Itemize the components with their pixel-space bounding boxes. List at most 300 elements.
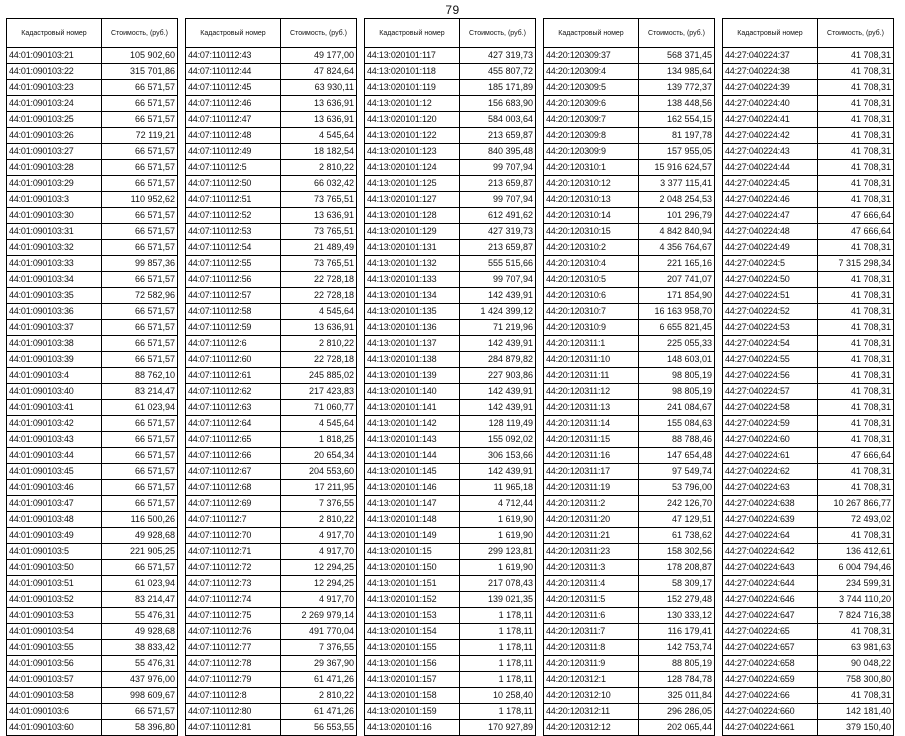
table-row	[365, 144, 536, 160]
table-row	[723, 208, 894, 224]
cadastral-number-cell: 44:07:110112:5	[186, 160, 281, 176]
cadastral-number-cell: 44:07:110112:77	[186, 640, 281, 656]
table-row	[544, 80, 715, 96]
table-row	[544, 272, 715, 288]
cost-cell: 88 805,19	[639, 656, 715, 672]
cost-cell: 2 810,22	[281, 512, 357, 528]
table-row	[7, 704, 178, 720]
cost-cell: 22 728,18	[281, 272, 357, 288]
cost-cell: 134 985,64	[639, 64, 715, 80]
cadastral-number-cell: 44:01:090103:44	[7, 448, 102, 464]
table-row	[7, 480, 178, 496]
cadastral-number-cell: 44:27:040224:52	[723, 304, 818, 320]
table-row	[544, 432, 715, 448]
cadastral-number-cell: 44:27:040224:657	[723, 640, 818, 656]
cadastral-number-cell: 44:13:020101:143	[365, 432, 460, 448]
table-row	[186, 688, 357, 704]
table-row	[186, 416, 357, 432]
cost-cell: 4 356 764,67	[639, 240, 715, 256]
cost-cell: 41 708,31	[818, 144, 894, 160]
cadastral-number-cell: 44:20:120311:6	[544, 608, 639, 624]
cost-cell: 66 571,57	[102, 176, 178, 192]
table-row	[723, 448, 894, 464]
cadastral-number-cell: 44:20:120311:14	[544, 416, 639, 432]
table-row	[544, 576, 715, 592]
cadastral-number-cell: 44:20:120311:15	[544, 432, 639, 448]
cost-cell: 66 571,57	[102, 352, 178, 368]
cost-cell: 56 553,55	[281, 720, 357, 736]
cost-cell: 227 903,86	[460, 368, 536, 384]
cadastral-number-cell: 44:20:120311:2	[544, 496, 639, 512]
cost-cell: 207 741,07	[639, 272, 715, 288]
cost-cell: 170 927,89	[460, 720, 536, 736]
cadastral-number-cell: 44:27:040224:55	[723, 352, 818, 368]
cadastral-number-cell: 44:20:120312:11	[544, 704, 639, 720]
table-row	[7, 544, 178, 560]
table-row	[186, 80, 357, 96]
cadastral-number-cell: 44:07:110112:75	[186, 608, 281, 624]
cadastral-number-cell: 44:13:020101:120	[365, 112, 460, 128]
cadastral-number-cell: 44:27:040224:58	[723, 400, 818, 416]
cost-cell: 142 439,91	[460, 400, 536, 416]
cost-cell: 17 211,95	[281, 480, 357, 496]
table-row	[723, 240, 894, 256]
cost-cell: 306 153,66	[460, 448, 536, 464]
table-row	[723, 416, 894, 432]
table-row	[186, 624, 357, 640]
cadastral-number-cell: 44:01:090103:50	[7, 560, 102, 576]
cadastral-number-cell: 44:13:020101:122	[365, 128, 460, 144]
cadastral-number-cell: 44:13:020101:117	[365, 48, 460, 64]
table-row	[365, 512, 536, 528]
cost-cell: 41 708,31	[818, 176, 894, 192]
header-row	[7, 19, 178, 48]
cost-cell: 4 545,64	[281, 304, 357, 320]
cadastral-number-cell: 44:07:110112:50	[186, 176, 281, 192]
table-row	[7, 448, 178, 464]
cadastral-number-cell: 44:27:040224:658	[723, 656, 818, 672]
table-row	[186, 368, 357, 384]
cost-cell: 49 928,68	[102, 624, 178, 640]
cadastral-number-cell: 44:13:020101:145	[365, 464, 460, 480]
cadastral-number-cell: 44:01:090103:45	[7, 464, 102, 480]
table-row	[365, 432, 536, 448]
cost-cell: 7 315 298,34	[818, 256, 894, 272]
cadastral-number-cell: 44:20:120309:7	[544, 112, 639, 128]
cadastral-number-cell: 44:27:040224:54	[723, 336, 818, 352]
cost-cell: 1 818,25	[281, 432, 357, 448]
table-row	[723, 336, 894, 352]
table-row	[544, 608, 715, 624]
cost-cell: 147 654,48	[639, 448, 715, 464]
cadastral-number-cell: 44:13:020101:133	[365, 272, 460, 288]
cost-cell: 41 708,31	[818, 688, 894, 704]
table-row	[723, 496, 894, 512]
table-row	[544, 624, 715, 640]
table-row	[544, 240, 715, 256]
cadastral-number-cell: 44:07:110112:46	[186, 96, 281, 112]
cost-cell: 6 004 794,46	[818, 560, 894, 576]
table-row	[186, 512, 357, 528]
table-row	[544, 448, 715, 464]
table-row	[7, 240, 178, 256]
cadastral-number-cell: 44:07:110112:60	[186, 352, 281, 368]
cost-cell: 47 666,64	[818, 448, 894, 464]
cadastral-number-cell: 44:07:110112:72	[186, 560, 281, 576]
cadastral-number-cell: 44:27:040224:61	[723, 448, 818, 464]
cost-cell: 66 571,57	[102, 560, 178, 576]
cadastral-number-cell: 44:01:090103:27	[7, 144, 102, 160]
table-row	[7, 512, 178, 528]
cost-cell: 41 708,31	[818, 304, 894, 320]
table-row	[186, 704, 357, 720]
cost-cell: 99 707,94	[460, 160, 536, 176]
table-row	[544, 288, 715, 304]
table-row	[7, 368, 178, 384]
cost-cell: 10 267 866,77	[818, 496, 894, 512]
cost-cell: 66 571,57	[102, 336, 178, 352]
table-row	[723, 560, 894, 576]
cost-cell: 142 439,91	[460, 336, 536, 352]
cadastral-number-cell: 44:07:110112:55	[186, 256, 281, 272]
table-row	[7, 288, 178, 304]
cost-cell: 139 021,35	[460, 592, 536, 608]
cadastral-number-cell: 44:07:110112:51	[186, 192, 281, 208]
table-row	[7, 720, 178, 736]
cost-cell: 41 708,31	[818, 80, 894, 96]
cost-cell: 41 708,31	[818, 480, 894, 496]
cost-cell: 66 571,57	[102, 304, 178, 320]
table-row	[365, 384, 536, 400]
table-row	[365, 720, 536, 736]
cost-cell: 4 917,70	[281, 544, 357, 560]
cost-cell: 41 708,31	[818, 400, 894, 416]
cadastral-number-cell: 44:07:110112:76	[186, 624, 281, 640]
cadastral-number-cell: 44:13:020101:131	[365, 240, 460, 256]
table-row	[7, 192, 178, 208]
cadastral-number-cell: 44:27:040224:646	[723, 592, 818, 608]
cost-cell: 61 023,94	[102, 400, 178, 416]
table-row	[365, 192, 536, 208]
table-row	[365, 240, 536, 256]
cadastral-number-cell: 44:07:110112:48	[186, 128, 281, 144]
table-row	[365, 576, 536, 592]
cadastral-number-cell: 44:01:090103:55	[7, 640, 102, 656]
cadastral-number-cell: 44:27:040224:49	[723, 240, 818, 256]
cost-cell: 66 571,57	[102, 224, 178, 240]
cadastral-number-cell: 44:07:110112:68	[186, 480, 281, 496]
cadastral-number-cell: 44:13:020101:138	[365, 352, 460, 368]
cadastral-number-cell: 44:01:090103:40	[7, 384, 102, 400]
cost-cell: 20 654,34	[281, 448, 357, 464]
cost-cell: 66 571,57	[102, 416, 178, 432]
cost-cell: 90 048,22	[818, 656, 894, 672]
cost-cell: 156 683,90	[460, 96, 536, 112]
table-row	[365, 480, 536, 496]
cadastral-number-cell: 44:27:040224:60	[723, 432, 818, 448]
table-row	[723, 464, 894, 480]
cost-cell: 612 491,62	[460, 208, 536, 224]
table-row	[365, 656, 536, 672]
cost-cell: 41 708,31	[818, 624, 894, 640]
table-row	[544, 368, 715, 384]
cadastral-number-cell: 44:27:040224:37	[723, 48, 818, 64]
cost-cell: 66 571,57	[102, 160, 178, 176]
cadastral-number-cell: 44:07:110112:71	[186, 544, 281, 560]
table-row	[186, 448, 357, 464]
cadastral-number-cell: 44:07:110112:78	[186, 656, 281, 672]
table-row	[723, 688, 894, 704]
cost-cell: 4 712,44	[460, 496, 536, 512]
cost-cell: 22 728,18	[281, 352, 357, 368]
cost-cell: 1 619,90	[460, 560, 536, 576]
cost-cell: 116 179,41	[639, 624, 715, 640]
table-row	[365, 336, 536, 352]
cadastral-number-cell: 44:07:110112:79	[186, 672, 281, 688]
cadastral-number-cell: 44:20:120309:4	[544, 64, 639, 80]
cost-cell: 41 708,31	[818, 528, 894, 544]
table-row	[365, 560, 536, 576]
table-row	[365, 112, 536, 128]
cadastral-number-cell: 44:13:020101:15	[365, 544, 460, 560]
table-row	[544, 656, 715, 672]
table-row	[186, 592, 357, 608]
cadastral-number-cell: 44:20:120311:8	[544, 640, 639, 656]
cadastral-number-cell: 44:27:040224:66	[723, 688, 818, 704]
table-row	[7, 160, 178, 176]
cost-cell: 491 770,04	[281, 624, 357, 640]
cost-cell: 66 571,57	[102, 704, 178, 720]
cost-cell: 66 571,57	[102, 208, 178, 224]
cadastral-number-cell: 44:27:040224:53	[723, 320, 818, 336]
cadastral-number-cell: 44:01:090103:5	[7, 544, 102, 560]
table-row	[365, 352, 536, 368]
cost-cell: 296 286,05	[639, 704, 715, 720]
cadastral-number-cell: 44:27:040224:43	[723, 144, 818, 160]
table-row	[186, 256, 357, 272]
table-row	[7, 640, 178, 656]
cost-cell: 148 603,01	[639, 352, 715, 368]
cost-cell: 139 772,37	[639, 80, 715, 96]
cadastral-number-cell: 44:20:120309:8	[544, 128, 639, 144]
cadastral-number-cell: 44:13:020101:135	[365, 304, 460, 320]
cost-cell: 234 599,31	[818, 576, 894, 592]
cadastral-number-cell: 44:20:120312:12	[544, 720, 639, 736]
table-row	[723, 320, 894, 336]
cadastral-number-cell: 44:01:090103:57	[7, 672, 102, 688]
cadastral-number-cell: 44:07:110112:69	[186, 496, 281, 512]
table-row	[365, 448, 536, 464]
table-row	[365, 608, 536, 624]
cost-cell: 4 545,64	[281, 416, 357, 432]
table-row	[7, 304, 178, 320]
table-row	[723, 624, 894, 640]
header-cadastral-number: Кадастровый номер	[7, 19, 102, 48]
cost-cell: 138 448,56	[639, 96, 715, 112]
table-row	[7, 176, 178, 192]
cadastral-number-cell: 44:20:120311:11	[544, 368, 639, 384]
table-row	[186, 320, 357, 336]
table-row	[723, 288, 894, 304]
table-row	[365, 496, 536, 512]
cost-cell: 142 439,91	[460, 384, 536, 400]
table-row	[544, 480, 715, 496]
header-row	[365, 19, 536, 48]
cost-cell: 58 309,17	[639, 576, 715, 592]
cost-cell: 61 023,94	[102, 576, 178, 592]
cadastral-number-cell: 44:01:090103:58	[7, 688, 102, 704]
cadastral-number-cell: 44:27:040224:65	[723, 624, 818, 640]
cadastral-number-cell: 44:20:120311:1	[544, 336, 639, 352]
cost-cell: 4 545,64	[281, 128, 357, 144]
cadastral-number-cell: 44:27:040224:56	[723, 368, 818, 384]
cadastral-number-cell: 44:13:020101:118	[365, 64, 460, 80]
table-row	[365, 208, 536, 224]
cadastral-number-cell: 44:01:090103:36	[7, 304, 102, 320]
cadastral-number-cell: 44:07:110112:61	[186, 368, 281, 384]
cost-cell: 71 219,96	[460, 320, 536, 336]
table-row	[186, 336, 357, 352]
table-row	[544, 304, 715, 320]
cost-cell: 41 708,31	[818, 320, 894, 336]
table-row	[7, 224, 178, 240]
cadastral-number-cell: 44:27:040224:44	[723, 160, 818, 176]
cost-cell: 1 178,11	[460, 624, 536, 640]
cost-cell: 41 708,31	[818, 96, 894, 112]
cost-cell: 155 084,63	[639, 416, 715, 432]
cost-cell: 41 708,31	[818, 160, 894, 176]
cadastral-number-cell: 44:13:020101:16	[365, 720, 460, 736]
cost-cell: 4 917,70	[281, 592, 357, 608]
table-row	[544, 496, 715, 512]
cadastral-number-cell: 44:07:110112:74	[186, 592, 281, 608]
cost-cell: 225 055,33	[639, 336, 715, 352]
cost-cell: 22 728,18	[281, 288, 357, 304]
cost-cell: 41 708,31	[818, 432, 894, 448]
cadastral-number-cell: 44:13:020101:128	[365, 208, 460, 224]
table-row	[7, 656, 178, 672]
cost-cell: 6 655 821,45	[639, 320, 715, 336]
table-row	[186, 400, 357, 416]
header-cost: Стоимость, (руб.)	[639, 19, 715, 48]
cost-cell: 98 805,19	[639, 368, 715, 384]
table-row	[186, 656, 357, 672]
cadastral-number-cell: 44:01:090103:33	[7, 256, 102, 272]
table-row	[544, 192, 715, 208]
cost-cell: 1 619,90	[460, 512, 536, 528]
cost-cell: 41 708,31	[818, 48, 894, 64]
table-row	[7, 96, 178, 112]
cost-cell: 130 333,12	[639, 608, 715, 624]
cost-cell: 136 412,61	[818, 544, 894, 560]
table-row	[544, 688, 715, 704]
table-row	[7, 624, 178, 640]
table-row	[544, 256, 715, 272]
cadastral-number-cell: 44:13:020101:119	[365, 80, 460, 96]
table-row	[186, 176, 357, 192]
cadastral-number-cell: 44:07:110112:44	[186, 64, 281, 80]
table-row	[544, 320, 715, 336]
cost-cell: 998 609,67	[102, 688, 178, 704]
cadastral-number-cell: 44:13:020101:123	[365, 144, 460, 160]
cadastral-number-cell: 44:13:020101:134	[365, 288, 460, 304]
cost-cell: 455 807,72	[460, 64, 536, 80]
cadastral-number-cell: 44:20:120311:4	[544, 576, 639, 592]
cadastral-number-cell: 44:07:110112:59	[186, 320, 281, 336]
cadastral-number-cell: 44:20:120310:5	[544, 272, 639, 288]
cost-cell: 49 177,00	[281, 48, 357, 64]
table-row	[365, 48, 536, 64]
cost-cell: 213 659,87	[460, 128, 536, 144]
cadastral-number-cell: 44:01:090103:28	[7, 160, 102, 176]
cadastral-number-cell: 44:20:120311:7	[544, 624, 639, 640]
cost-cell: 73 765,51	[281, 224, 357, 240]
cost-cell: 66 571,57	[102, 320, 178, 336]
cadastral-table-5	[722, 18, 894, 736]
cost-cell: 213 659,87	[460, 176, 536, 192]
cadastral-number-cell: 44:20:120311:23	[544, 544, 639, 560]
cost-cell: 217 078,43	[460, 576, 536, 592]
table-row	[186, 576, 357, 592]
cost-cell: 41 708,31	[818, 272, 894, 288]
cost-cell: 66 571,57	[102, 112, 178, 128]
cadastral-number-cell: 44:01:090103:37	[7, 320, 102, 336]
cadastral-number-cell: 44:07:110112:67	[186, 464, 281, 480]
cadastral-number-cell: 44:20:120311:3	[544, 560, 639, 576]
cost-cell: 13 636,91	[281, 96, 357, 112]
table-row	[365, 256, 536, 272]
table-row	[544, 720, 715, 736]
header-cadastral-number: Кадастровый номер	[186, 19, 281, 48]
table-row	[544, 112, 715, 128]
cost-cell: 241 084,67	[639, 400, 715, 416]
cadastral-number-cell: 44:27:040224:48	[723, 224, 818, 240]
cadastral-number-cell: 44:13:020101:125	[365, 176, 460, 192]
header-cadastral-number: Кадастровый номер	[365, 19, 460, 48]
table-row	[365, 592, 536, 608]
table-row	[723, 720, 894, 736]
table-row	[723, 512, 894, 528]
cost-cell: 142 439,91	[460, 288, 536, 304]
cadastral-number-cell: 44:20:120310:13	[544, 192, 639, 208]
cost-cell: 47 824,64	[281, 64, 357, 80]
cadastral-number-cell: 44:01:090103:22	[7, 64, 102, 80]
cost-cell: 162 554,15	[639, 112, 715, 128]
cost-cell: 81 197,78	[639, 128, 715, 144]
cadastral-number-cell: 44:13:020101:154	[365, 624, 460, 640]
cost-cell: 221 165,16	[639, 256, 715, 272]
cadastral-number-cell: 44:13:020101:159	[365, 704, 460, 720]
table-row	[7, 592, 178, 608]
table-row	[365, 128, 536, 144]
cadastral-number-cell: 44:07:110112:8	[186, 688, 281, 704]
cadastral-number-cell: 44:20:120310:9	[544, 320, 639, 336]
cost-cell: 41 708,31	[818, 464, 894, 480]
cost-cell: 3 377 115,41	[639, 176, 715, 192]
cost-cell: 49 928,68	[102, 528, 178, 544]
table-row	[365, 272, 536, 288]
table-row	[365, 160, 536, 176]
cost-cell: 155 092,02	[460, 432, 536, 448]
table-row	[365, 640, 536, 656]
cadastral-number-cell: 44:07:110112:62	[186, 384, 281, 400]
cadastral-number-cell: 44:13:020101:147	[365, 496, 460, 512]
cadastral-number-cell: 44:01:090103:25	[7, 112, 102, 128]
cadastral-number-cell: 44:07:110112:7	[186, 512, 281, 528]
cadastral-number-cell: 44:13:020101:152	[365, 592, 460, 608]
cost-cell: 63 981,63	[818, 640, 894, 656]
cadastral-number-cell: 44:01:090103:3	[7, 192, 102, 208]
